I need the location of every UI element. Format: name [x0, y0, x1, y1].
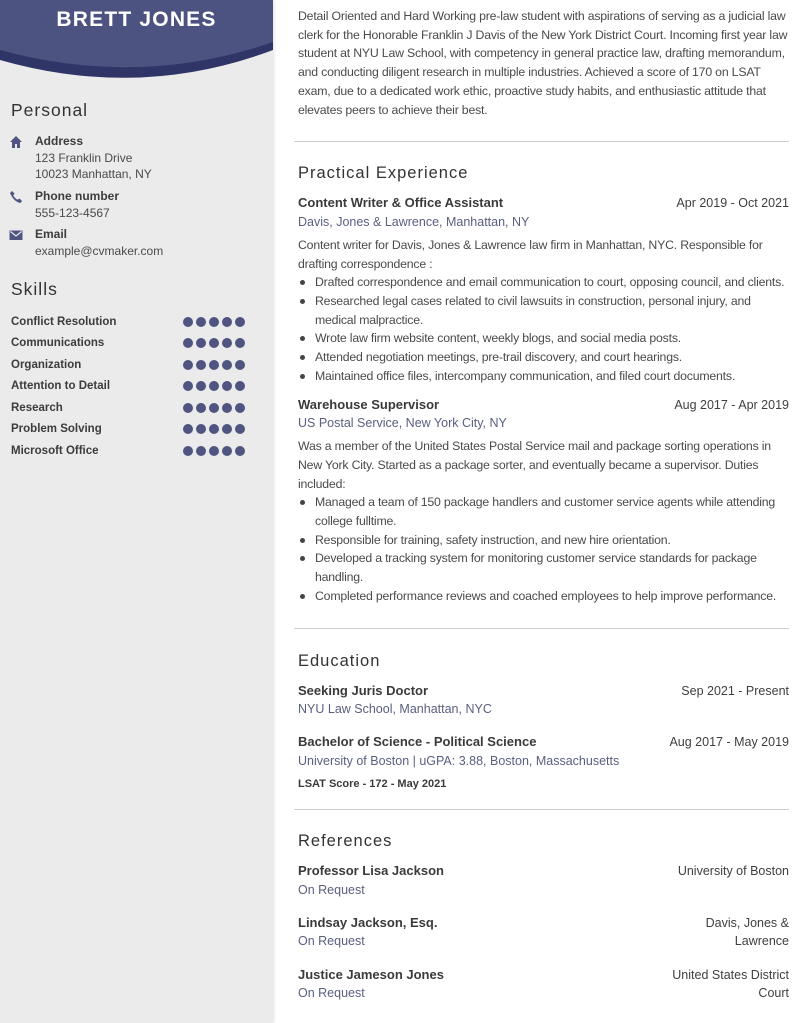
reference-left: [298, 862, 444, 899]
reference-entry: [298, 862, 789, 899]
reference-left: [298, 914, 437, 951]
education-date: Aug 2017 - May 2019: [669, 735, 789, 750]
reference-organization: Davis, Jones & Lawrence: [705, 915, 789, 949]
job-entry: [298, 396, 789, 606]
address-line: 123 Franklin Drive: [35, 150, 133, 165]
rating-dot: [209, 403, 219, 413]
reference-name: Lindsay Jackson, Esq.: [298, 914, 438, 930]
job-bullets: [298, 493, 789, 605]
job-title: Warehouse Supervisor: [298, 396, 440, 412]
personal-heading: Personal: [11, 100, 89, 120]
rating-dot: [222, 381, 232, 391]
skill-rating: [183, 381, 245, 391]
skill-rating: [183, 403, 245, 413]
candidate-name: BRETT JONES: [56, 8, 217, 31]
rating-dot: [222, 403, 232, 413]
job-company: Davis, Jones & Lawrence, Manhattan, NY: [298, 214, 530, 229]
phone-value: 555-123-4567: [35, 205, 110, 220]
skill-name: Attention to Detail: [11, 380, 111, 393]
references-heading: References: [298, 831, 393, 850]
job-title: Content Writer & Office Assistant: [298, 195, 504, 211]
bullet-item: Maintained office files, intercompany communication, and filed court documents.: [298, 367, 789, 386]
education-section: [298, 648, 789, 792]
rating-dot: [235, 424, 245, 434]
job-list: [298, 194, 789, 605]
experience-heading: Practical Experience: [298, 164, 469, 183]
rating-dot: [209, 360, 219, 370]
phone-icon: [9, 190, 23, 204]
skill-rating: [183, 424, 245, 434]
rating-dot: [235, 360, 245, 370]
lsat-score: LSAT Score - 172 - May 2021: [298, 777, 447, 790]
skill-row: [11, 397, 251, 419]
divider: [294, 628, 789, 629]
skill-rating: [183, 446, 245, 456]
rating-dot: [222, 317, 232, 327]
rating-dot: [196, 446, 206, 456]
experience-section: [298, 160, 789, 605]
bullet-item: Completed performance reviews and coached employees to help improve performance.: [298, 587, 789, 606]
skill-row: [11, 333, 251, 355]
rating-dot: [183, 360, 193, 370]
education-heading: Education: [298, 651, 381, 670]
main-column: [298, 0, 789, 1023]
reference-organization: United States District Court: [672, 967, 789, 1001]
bullet-item: Attended negotiation meetings, pre-trail discovery, and court hearings.: [298, 348, 789, 367]
education-header: [298, 733, 789, 752]
address-item: [0, 133, 273, 183]
rating-dot: [235, 403, 245, 413]
education-entry: [298, 682, 789, 719]
reference-name: Justice Jameson Jones: [298, 966, 444, 982]
bullet-item: Drafted correspondence and email communication to court, opposing council, and clients.: [298, 273, 789, 292]
rating-dot: [183, 403, 193, 413]
rating-dot: [183, 446, 193, 456]
education-date: Sep 2021 - Present: [681, 683, 789, 698]
rating-dot: [222, 338, 232, 348]
divider: [294, 809, 789, 810]
sidebar: [0, 0, 273, 1023]
skills-heading: Skills: [11, 279, 58, 299]
job-date: Aug 2017 - Apr 2019: [674, 397, 789, 412]
home-icon: [9, 135, 23, 149]
bullet-item: Developed a tracking system for monitoring customer service standards for package handling.: [298, 549, 789, 586]
rating-dot: [196, 360, 206, 370]
address-line: 10023 Manhattan, NY: [35, 167, 152, 181]
rating-dot: [222, 446, 232, 456]
job-header: [298, 396, 789, 415]
education-list: [298, 682, 789, 770]
education-header: [298, 682, 789, 701]
references-section: [298, 828, 789, 1003]
skill-row: [11, 311, 251, 333]
skill-row: [11, 419, 251, 441]
reference-left: [298, 966, 444, 1003]
email-item: [0, 226, 273, 259]
reference-name: Professor Lisa Jackson: [298, 862, 444, 878]
rating-dot: [222, 360, 232, 370]
reference-contact: On Request: [298, 986, 365, 1001]
email-label: Email: [35, 227, 68, 241]
reference-organization: University of Boston: [677, 863, 789, 878]
rating-dot: [183, 381, 193, 391]
rating-dot: [196, 338, 206, 348]
degree-title: Seeking Juris Doctor: [298, 682, 429, 698]
bullet-item: Researched legal cases related to civil lawsuits in construction, personal injury, and medical malpractice.: [298, 292, 789, 329]
skill-name: Problem Solving: [11, 423, 102, 436]
rating-dot: [235, 381, 245, 391]
rating-dot: [209, 446, 219, 456]
reference-contact: On Request: [298, 934, 365, 949]
job-bullets: [298, 273, 789, 385]
rating-dot: [183, 424, 193, 434]
email-icon: [9, 228, 23, 242]
skill-name: Communications: [11, 337, 105, 350]
school-name: University of Boston | uGPA: 3.88, Boston, Massachusetts: [298, 753, 620, 768]
job-header: [298, 194, 789, 213]
job-description: Content writer for Davis, Jones & Lawrence law firm in Manhattan, NYC. Responsible for drafting correspondence :: [298, 237, 763, 271]
rating-dot: [196, 317, 206, 327]
reference-entry: [298, 966, 789, 1003]
rating-dot: [222, 424, 232, 434]
skill-row: [11, 376, 251, 398]
bullet-item: Responsible for training, safety instruction, and new hire orientation.: [298, 531, 789, 550]
rating-dot: [209, 317, 219, 327]
bullet-item: Managed a team of 150 package handlers and customer service agents while attending college fulltime.: [298, 493, 789, 530]
reference-list: [298, 862, 789, 1003]
bullet-item: Wrote law firm website content, weekly blogs, and social media posts.: [298, 329, 789, 348]
job-date: Apr 2019 - Oct 2021: [676, 196, 789, 211]
rating-dot: [235, 317, 245, 327]
rating-dot: [209, 424, 219, 434]
job-entry: [298, 194, 789, 385]
reference-contact: On Request: [298, 882, 365, 897]
divider: [294, 141, 789, 142]
rating-dot: [183, 317, 193, 327]
phone-item: [0, 188, 273, 221]
rating-dot: [183, 338, 193, 348]
rating-dot: [235, 338, 245, 348]
rating-dot: [235, 446, 245, 456]
degree-title: Bachelor of Science - Political Science: [298, 734, 537, 750]
rating-dot: [209, 338, 219, 348]
skill-row: [11, 440, 251, 462]
skill-name: Conflict Resolution: [11, 315, 117, 328]
skill-rating: [183, 317, 245, 327]
rating-dot: [196, 424, 206, 434]
job-description: Was a member of the United States Postal Service mail and package sorting operations in New York City. Started as a package sorter, and eventually became a supervisor. Duties included:: [298, 439, 771, 491]
education-entry: [298, 733, 789, 770]
email-value[interactable]: example@cvmaker.com: [35, 243, 164, 258]
skill-name: Organization: [11, 358, 82, 371]
skill-name: Microsoft Office: [11, 444, 99, 457]
school-name: NYU Law School, Manhattan, NYC: [298, 702, 492, 717]
rating-dot: [196, 403, 206, 413]
address-label: Address: [35, 134, 84, 148]
skill-name: Research: [11, 401, 63, 414]
skills-list: [11, 311, 251, 462]
rating-dot: [196, 381, 206, 391]
skill-rating: [183, 360, 245, 370]
rating-dot: [209, 381, 219, 391]
skill-rating: [183, 338, 245, 348]
summary: Detail Oriented and Hard Working pre-law student with aspirations of serving as a judicial law clerk for the Honorable Franklin J Davis of the New York District Court. Incoming first year law student at NYU Law School, with competency in general practice law, drafting memorandum, and conducting diligent research in multiple industries. Achieved a score of 170 on LSAT exam, due to a dedicated work ethic, proactive study habits, and enthusiastic attitude that elevates peers to achieve their best.: [298, 9, 788, 117]
phone-label: Phone number: [35, 189, 120, 203]
skill-row: [11, 354, 251, 376]
job-company: US Postal Service, New York City, NY: [298, 416, 507, 431]
reference-entry: [298, 914, 789, 951]
